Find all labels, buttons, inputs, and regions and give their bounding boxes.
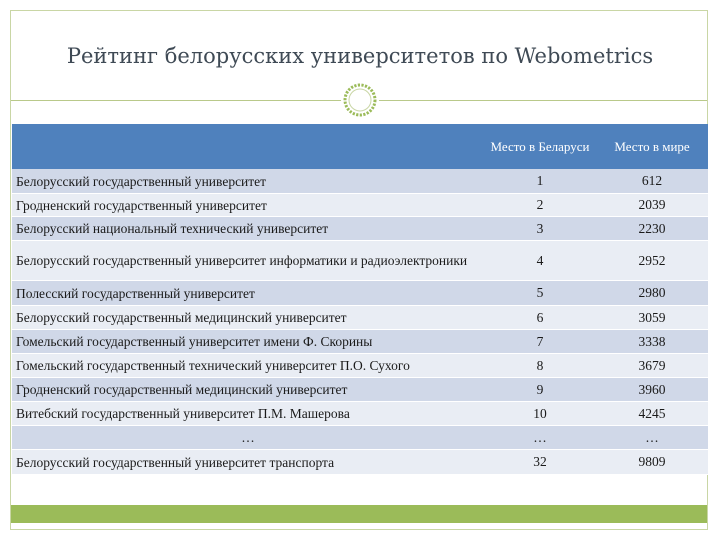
rank-belarus: 32	[484, 450, 596, 475]
rank-world: 3059	[596, 306, 708, 330]
rank-belarus: 10	[484, 402, 596, 426]
university-name: Белорусский государственный университет транспорта	[12, 450, 484, 475]
rank-belarus: 6	[484, 306, 596, 330]
rank-world: 2039	[596, 194, 708, 217]
rank-belarus: 3	[484, 217, 596, 241]
rank-world: 2952	[596, 241, 708, 281]
rank-world: …	[596, 426, 708, 450]
rank-world: 2230	[596, 217, 708, 241]
table-row	[12, 281, 708, 306]
slide-title: Рейтинг белорусских университетов по Webometrics	[66, 44, 654, 68]
ranking-table	[12, 124, 708, 475]
header-rank-belarus: Место в Беларуси	[484, 124, 596, 169]
rank-belarus: 1	[484, 169, 596, 194]
table-row	[12, 169, 708, 194]
rank-world: 3679	[596, 354, 708, 378]
rank-belarus: 8	[484, 354, 596, 378]
university-name: Гродненский государственный университет	[12, 194, 484, 217]
table-row	[12, 217, 708, 241]
university-name: Гомельский государственный университет имени Ф. Скорины	[12, 330, 484, 354]
table-row	[12, 241, 708, 281]
rank-belarus: 5	[484, 281, 596, 306]
table-row	[12, 378, 708, 402]
rank-world: 9809	[596, 450, 708, 475]
table-row	[12, 194, 708, 217]
rank-world: 3338	[596, 330, 708, 354]
university-name: Белорусский государственный медицинский университет	[12, 306, 484, 330]
header-rank-world: Место в мире	[596, 124, 708, 169]
table-row	[12, 354, 708, 378]
wreath-ornament-icon	[340, 80, 380, 120]
table-row	[12, 402, 708, 426]
university-name: Витебский государственный университет П.М. Машерова	[12, 402, 484, 426]
table-header-row	[12, 124, 708, 169]
rank-belarus: …	[484, 426, 596, 450]
table-row	[12, 306, 708, 330]
university-name: Белорусский государственный университет	[12, 169, 484, 194]
university-name: Белорусский национальный технический университет	[12, 217, 484, 241]
rank-world: 4245	[596, 402, 708, 426]
university-name: Белорусский государственный университет информатики и радиоэлектроники	[12, 241, 484, 281]
university-name: …	[12, 426, 484, 450]
rank-world: 3960	[596, 378, 708, 402]
university-name: Полесский государственный университет	[12, 281, 484, 306]
table-row	[12, 330, 708, 354]
rank-world: 2980	[596, 281, 708, 306]
rank-belarus: 9	[484, 378, 596, 402]
rank-world: 612	[596, 169, 708, 194]
rank-belarus: 7	[484, 330, 596, 354]
header-university	[12, 124, 484, 169]
table-row	[12, 450, 708, 475]
bottom-accent-bar	[11, 505, 707, 523]
rank-belarus: 4	[484, 241, 596, 281]
rank-belarus: 2	[484, 194, 596, 217]
table-row-ellipsis	[12, 426, 708, 450]
university-name: Гомельский государственный технический университет П.О. Сухого	[12, 354, 484, 378]
university-name: Гродненский государственный медицинский университет	[12, 378, 484, 402]
